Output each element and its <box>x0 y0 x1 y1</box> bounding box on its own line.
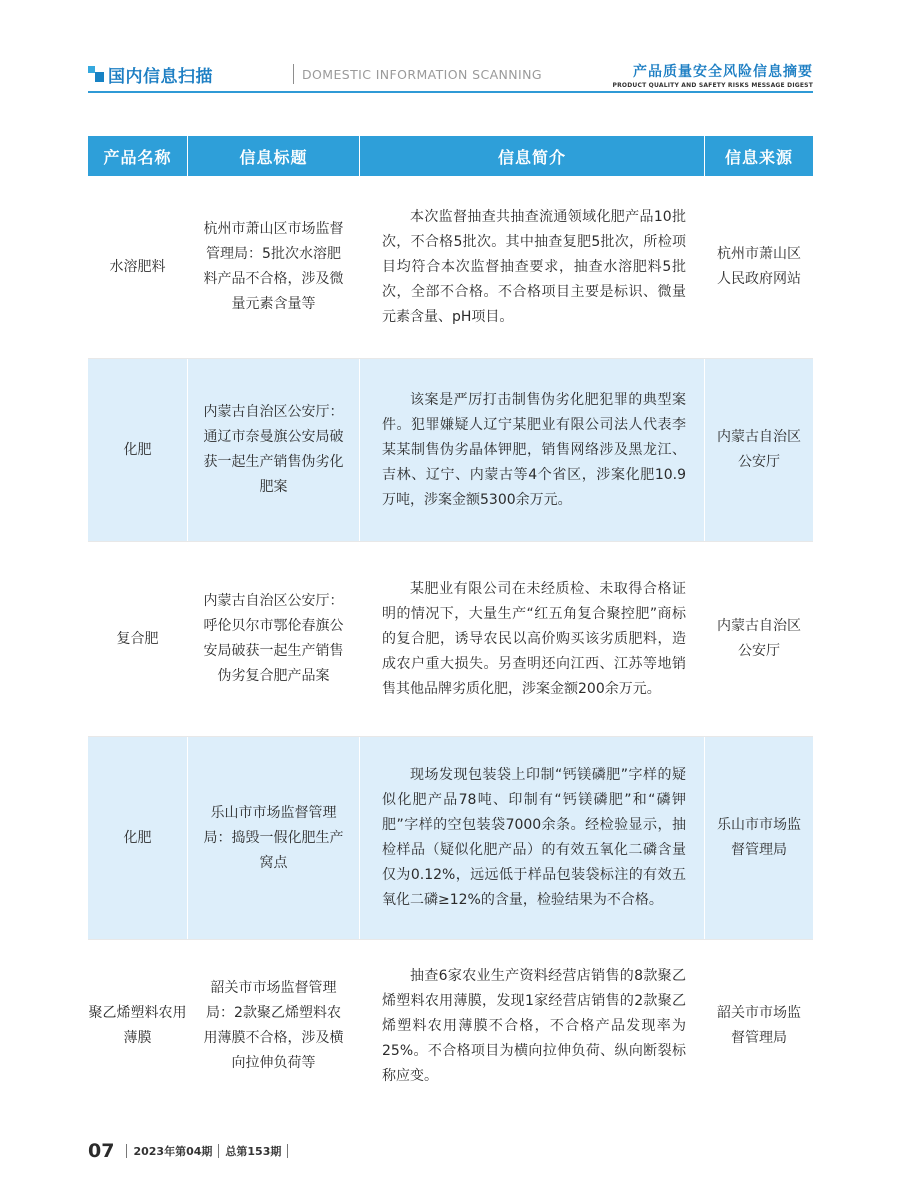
footer-divider <box>218 1144 219 1158</box>
summary-cell <box>360 359 705 541</box>
footer-divider <box>126 1144 127 1158</box>
info-summary: 该案是严厉打击制售伪劣化肥犯罪的典型案件。犯罪嫌疑人辽宁某肥业有限公司法人代表李某某制售伪劣晶体钾肥，销售网络涉及黑龙江、吉林、辽宁、内蒙古等4个省区，涉案化肥10.9万吨，涉案金额5300余万元。 <box>382 391 686 508</box>
info-source: 乐山市市场监督管理局 <box>717 817 801 858</box>
source-cell <box>705 737 813 939</box>
source-cell <box>705 542 813 736</box>
product-cell <box>88 940 188 1112</box>
title-cell <box>188 542 360 736</box>
publication-title <box>613 61 813 89</box>
product-name: 化肥 <box>123 829 152 846</box>
product-cell <box>88 542 188 736</box>
info-summary: 现场发现包装袋上印制“钙镁磷肥”字样的疑似化肥产品78吨、印制有“钙镁磷肥”和“磷钾肥”字样的空包装袋7000余条。经检验显示，抽检样品（疑似化肥产品）的有效五氧化二磷含量仅为0.12%，远远低于样品包装袋标注的有效五氧化二磷≥12%的含量，检验结果为不合格。 <box>382 767 686 908</box>
table-row <box>88 541 813 736</box>
section-logo-icon <box>88 66 104 82</box>
source-cell <box>705 359 813 541</box>
table-row <box>88 939 813 1112</box>
info-title: 内蒙古自治区公安厅：通辽市奈曼旗公安局破获一起生产销售伪劣化肥案 <box>203 404 344 495</box>
product-cell <box>88 176 188 358</box>
product-name: 化肥 <box>123 441 152 458</box>
summary-cell <box>360 176 705 358</box>
publication-title-cn: 产品质量安全风险信息摘要 <box>633 64 813 80</box>
table-header-row <box>88 136 813 176</box>
info-title: 乐山市市场监督管理局：捣毁一假化肥生产窝点 <box>203 804 344 871</box>
header-rule <box>88 91 813 93</box>
info-title: 内蒙古自治区公安厅：呼伦贝尔市鄂伦春旗公安局破获一起生产销售伪劣复合肥产品案 <box>203 593 344 684</box>
info-title: 杭州市萧山区市场监督管理局：5批次水溶肥料产品不合格，涉及微量元素含量等 <box>203 221 344 312</box>
summary-cell <box>360 737 705 939</box>
summary-cell <box>360 940 705 1112</box>
page-number: 07 <box>88 1140 115 1162</box>
product-name: 水溶肥料 <box>109 258 166 275</box>
column-header-title: 信息标题 <box>188 136 360 176</box>
info-summary: 抽查6家农业生产资料经营店销售的8款聚乙烯塑料农用薄膜，发现1家经营店销售的2款聚乙烯塑料农用薄膜不合格，不合格产品发现率为25%。不合格项目为横向拉伸负荷、纵向断裂标称应变。 <box>382 967 686 1084</box>
issue-number: 2023年第04期 <box>133 1145 213 1158</box>
title-cell <box>188 940 360 1112</box>
column-header-summary: 信息简介 <box>360 136 705 176</box>
product-name: 聚乙烯塑料农用薄膜 <box>88 1005 187 1046</box>
section-title-en: DOMESTIC INFORMATION SCANNING <box>302 67 542 82</box>
table-row <box>88 358 813 541</box>
title-cell <box>188 359 360 541</box>
info-source: 内蒙古自治区公安厅 <box>717 618 801 659</box>
product-cell <box>88 359 188 541</box>
product-name: 复合肥 <box>116 630 159 647</box>
info-source: 韶关市市场监督管理局 <box>717 1005 801 1046</box>
page-footer <box>88 1140 294 1162</box>
publication-title-en: PRODUCT QUALITY AND SAFETY RISKS MESSAGE DIGEST <box>612 82 813 89</box>
info-title: 韶关市市场监督管理局：2款聚乙烯塑料农用薄膜不合格，涉及横向拉伸负荷等 <box>203 980 344 1071</box>
table-row <box>88 736 813 939</box>
info-summary: 某肥业有限公司在未经质检、未取得合格证明的情况下，大量生产“红五角复合聚控肥”商标的复合肥，诱导农民以高价购买该劣质肥料，造成农户重大损失。另查明还向江西、江苏等地销售其他品牌劣质化肥，涉案金额200余万元。 <box>382 580 686 697</box>
source-cell <box>705 940 813 1112</box>
info-summary: 本次监督抽查共抽查流通领域化肥产品10批次，不合格5批次。其中抽查复肥5批次，所检项目均符合本次监督抽查要求，抽查水溶肥料5批次，全部不合格。不合格项目主要是标识、微量元素含量、pH项目。 <box>382 208 686 325</box>
footer-divider <box>287 1144 288 1158</box>
total-issue: 总第153期 <box>225 1145 282 1158</box>
column-header-product: 产品名称 <box>88 136 188 176</box>
header-divider <box>293 64 294 84</box>
info-source: 内蒙古自治区公安厅 <box>717 429 801 470</box>
section-title: 国内信息扫描 <box>108 67 213 87</box>
info-table <box>88 136 813 1112</box>
info-source: 杭州市萧山区人民政府网站 <box>717 246 801 287</box>
column-header-source: 信息来源 <box>724 147 793 167</box>
title-cell <box>188 176 360 358</box>
page-header <box>88 60 813 94</box>
summary-cell <box>360 542 705 736</box>
product-cell <box>88 737 188 939</box>
source-cell <box>705 176 813 358</box>
title-cell <box>188 737 360 939</box>
table-row <box>88 176 813 358</box>
